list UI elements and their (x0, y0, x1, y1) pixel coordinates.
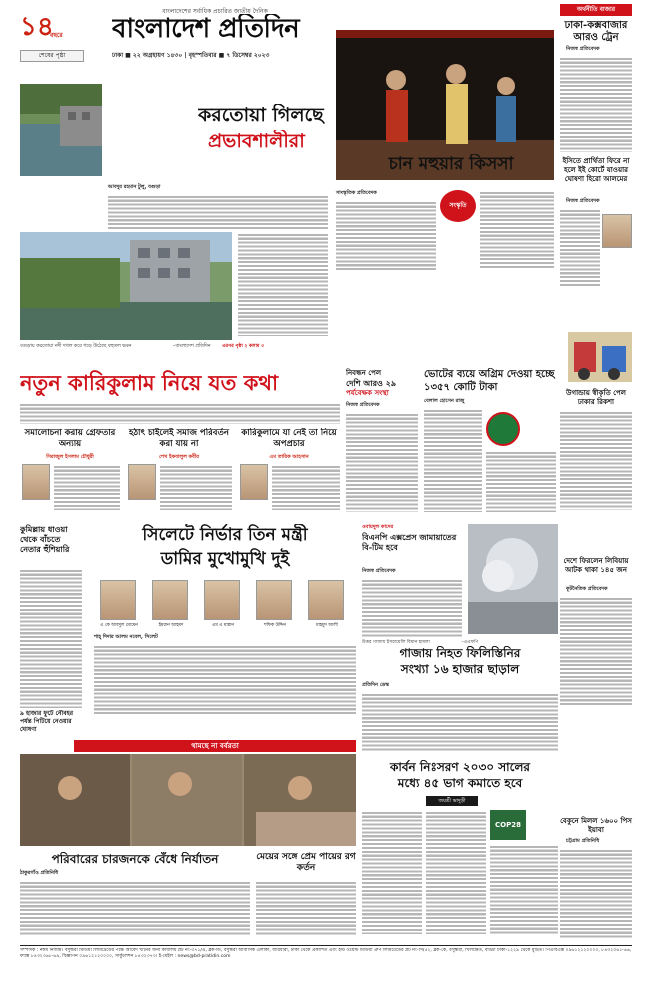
gaza-story (362, 638, 558, 758)
gaza-title-2: সংখ্যা ১৬ হাজার ছাড়াল (400, 662, 520, 676)
curriculum-col1-title: সমালোচনা করায় গ্রেফতার অন্যায় (24, 428, 116, 449)
portrait-3 (204, 580, 240, 620)
curriculum-col2-body (160, 464, 232, 510)
back-page-label: শেষের পৃষ্ঠা (38, 52, 66, 59)
lead-byline: আবদুর রহমান টুলু, বগুড়া (108, 184, 161, 190)
carbon-story (362, 760, 558, 940)
observer-byline: নিজস্ব প্রতিবেদক (346, 402, 380, 408)
violence-banner (74, 740, 356, 752)
uganda-title: উগান্ডায় স্বীকৃতি পেল ঢাকার রিকশা (566, 388, 626, 406)
gaza-title-1: গাজায় নিহত ফিলিস্তিনির (399, 646, 521, 660)
bnp-title: বিএনপি এক্সপ্রেস জামায়াতের বি-টিম হবে (362, 532, 457, 552)
libya-body (560, 596, 632, 706)
portrait-4 (256, 580, 292, 620)
girl-attack-title: মেয়ের সঙ্গে প্রেম পায়ের রগ কর্তন (256, 852, 356, 873)
girl-photo (256, 812, 356, 846)
curriculum-intro (20, 402, 340, 424)
ec-logo (486, 412, 520, 446)
observer-kicker: নিবন্ধন পেল (346, 368, 382, 377)
bnp-kicker: ওবায়দুল কাদের (362, 524, 394, 530)
river-photo (20, 232, 232, 340)
yaba-body (560, 848, 632, 938)
date-line: ঢাকা ■ ২২ অগ্রহায়ণ ১৪৩০ | বৃহস্পতিবার ■ ৭ ডিসেম্বর ২০২৩ (112, 52, 270, 59)
lead-story (20, 84, 328, 352)
sylhet-headline-2: ডামির মুখোমুখি দুই (160, 549, 290, 569)
portrait-2 (152, 580, 188, 620)
hero-alom-photo (602, 214, 632, 248)
portrait-name-2: ইমরান আহমদ (158, 623, 184, 628)
family-torture-byline: ঠাকুরগাঁও প্রতিনিধি (20, 870, 59, 876)
carbon-body-left (362, 810, 422, 934)
author3-photo (240, 464, 268, 500)
sylhet-portraits (94, 580, 356, 630)
theatre-badge (440, 190, 476, 222)
sylhet-story (20, 524, 356, 754)
carbon-title-2: মধ্যে ৪৫ ভাগ কমাতে হবে (397, 776, 523, 790)
yaba-title: বেকুনে মিলল ১৬০০ পিস ইয়াবা (560, 816, 632, 834)
theatre-story (336, 30, 554, 356)
uganda-body (560, 410, 632, 510)
vote-budget-body-right (486, 450, 556, 512)
curriculum-headline: নতুন কারিকুলাম নিয়ে যত কথা (20, 370, 279, 395)
footer-rule (20, 945, 632, 946)
bnp-story (362, 524, 558, 584)
bnp-body (362, 578, 462, 638)
rail-title: ঢাকা-কক্সবাজার আরও ট্রেন (564, 20, 628, 43)
lead-title-1: করতোয়া গিলছে (198, 104, 324, 126)
lead-caption (20, 342, 328, 351)
observer-story (346, 368, 418, 514)
gaza-byline: প্রতিদিন ডেস্ক (362, 682, 390, 688)
carbon-author: জয়শ্রী ভাদুড়ী (438, 798, 466, 804)
libya-title: দেশে ফিরলেন লিবিয়ায় আটক থাকা ১৪৫ জন (563, 556, 629, 574)
vote-budget-body-left (424, 408, 482, 512)
portrait-name-4: শফিক উদ্দিন (263, 623, 287, 628)
theatre-title: চান মহুয়ার কিসসা (388, 154, 514, 174)
idris-body (560, 208, 600, 288)
lead-body-right (238, 232, 328, 336)
portrait-name-5: মাহমুদ আলী (316, 623, 338, 628)
back-page-tab[interactable] (20, 50, 84, 62)
theatre-badge-label: সংস্কৃতি (449, 202, 467, 209)
rail-byline: নিজস্ব প্রতিবেদক (566, 46, 600, 52)
curriculum-col3-title: কারিকুলামে যা নেই তা নিয়ে অপপ্রচার (241, 428, 337, 449)
gaza-body (362, 692, 558, 752)
idris-byline: নিজস্ব প্রতিবেদক (566, 198, 600, 204)
gaza-smoke-image (468, 524, 558, 634)
observer-line3: পর্যবেক্ষক সংস্থা (346, 388, 389, 397)
rickshaw-image (568, 332, 632, 382)
carbon-title-1: কার্বন নিঃসরণ ২০৩০ সালের (389, 760, 530, 774)
lead-caption-text: বগুড়ায় করতোয়া নদী দখল করে গড়ে উঠেছে বহুতল ভবন (20, 344, 132, 349)
river-building-image (20, 232, 232, 340)
gaza-caption-text: উত্তর গাজায় ইসরায়েলি বিমান হামলা (362, 640, 430, 645)
sylhet-body (94, 644, 356, 716)
idris-title: ইসিতে প্রার্থিতা ফিরে না হলে ইই কোর্টে যাওয়ার ঘোষণা হিরো আলমের (562, 156, 630, 183)
cop-logo-label: COP28 (495, 821, 521, 829)
girl-attack-body (256, 880, 356, 936)
curriculum-col1-author: সিরাজুল ইসলাম চৌধুরী (46, 454, 94, 460)
sidebar (560, 4, 632, 944)
masthead-tagline: বাংলাদেশের সর্বাধিক প্রচারিত জাতীয় দৈনিক (162, 8, 268, 15)
curriculum-col2-title: হঠাৎ চাইলেই সমাজ পরিবর্তন করা যায় না (128, 428, 229, 449)
rail-body (560, 56, 632, 152)
family-torture-title: পরিবারের চারজনকে বেঁধে নির্যাতন (51, 852, 219, 866)
gaza-caption (362, 638, 558, 646)
family-torture-body (20, 880, 250, 936)
sidebar-tab[interactable] (560, 4, 632, 16)
portrait-name-1: এ কে আবদুল মোমেন (100, 623, 138, 628)
observer-body (346, 412, 418, 512)
lead-continued[interactable]: এরপর পৃষ্ঠা ২ কলাম ৩ (222, 344, 265, 349)
violence-banner-label: থামছে না বর্বরতা (191, 742, 239, 750)
footer-imprint: সম্পাদক : নঈম নিজাম। বসুন্ধরা মিডিয়া লিমিটেডের পক্ষে আবেদ খানের জন্য কার্যালয় প্লট নং-৩৭১/এ, ব্লক-ডি, বসুন্ধরা আবাসিক এলাকা, বারিধারা, ঢাকা থেকে প্রকাশিত এবং ইস্ট ওয়েস্ট মিডিয়া গ্রুপ লিমিটেডের প্লট নং-সি/৫২, ব্লক-কে, বসুন্ধরা, খিলক্ষেত, বাড্ডা ঢাকা-১২২৯ থেকে মুদ্রিত। পিএবিএক্স ০৯৬১২১২০০০০, ৮৪৩২৩৬১-৬৬, ফ্যাক্স ৮৪৩২৩৬৮-৬৯, বিজ্ঞাপন ০৯৬১২১২০০০০, সার্কুলেশন ৮৪৩২৩৭৩। ই-মেইল : news@bd-pratidin.com (20, 948, 632, 960)
cop-logo (490, 810, 526, 840)
gaza-caption-credit: –এএফপি (461, 640, 479, 645)
vote-budget-story (424, 368, 556, 514)
curriculum-block (20, 370, 340, 510)
curriculum-col2-author: শেখ ইকবালুল কবীর (159, 454, 199, 460)
portrait-name-3: এম এ মান্নান (211, 623, 235, 628)
curriculum-col1-body (54, 464, 120, 510)
lead-title-2: প্রভাবশালীরা (208, 130, 305, 152)
theatre-byline: সাংস্কৃতিক প্রতিবেদক (336, 190, 377, 196)
sylhet-side-title: কুমিল্লায় ধাওয়া থেকে বাঁচতে নেতার হুঁশিয়ারি (20, 524, 70, 554)
sylhet-side-subtitle: ৯ হাজার ফুটে নৌবহর পর্যন্ত পিটিয়ে নেওয়ার ঘোষণা (20, 710, 74, 733)
sylhet-headline-1: সিলেটে নির্ভার তিন মন্ত্রী (142, 525, 308, 545)
carbon-author-badge (426, 796, 478, 806)
gaza-photo (468, 524, 558, 634)
anniversary-sub: বছরে (50, 32, 63, 39)
portrait-1 (100, 580, 136, 620)
river-top-photo (20, 84, 102, 176)
bnp-byline: নিজস্ব প্রতিবেদক (362, 568, 396, 574)
carbon-body-mid (426, 810, 486, 934)
lead-body-top (108, 194, 328, 230)
author2-photo (128, 464, 156, 500)
observer-line2: দেশি আরও ২৯ (346, 378, 397, 388)
libya-byline: কূটনৈতিক প্রতিবেদক (566, 586, 608, 592)
theatre-body-right (480, 190, 554, 270)
sidebar-tab-label: অর্থনীতি বাজার (576, 6, 616, 13)
lead-caption-credit: –বাংলাদেশ প্রতিদিন (172, 344, 211, 349)
author1-photo (22, 464, 50, 500)
vote-budget-byline: বেলাল হোসেন রাজু (424, 398, 465, 404)
anniversary-number: ১৪ (20, 12, 54, 42)
rickshaw-photo (568, 332, 632, 382)
carbon-body-right (490, 844, 558, 934)
anniversary-logo (20, 14, 72, 54)
portrait-5 (308, 580, 344, 620)
sylhet-side-body (20, 568, 82, 708)
curriculum-col3-body (272, 464, 340, 510)
sylhet-byline: শাহ্ দিদার আলম নবেল, সিলেট (94, 634, 158, 640)
curriculum-col3-author: এম তারিক আহসান (269, 454, 309, 460)
girl-image (256, 812, 356, 846)
theatre-body-left (336, 200, 436, 270)
vote-budget-title: ভোটের ব্যয়ে অগ্রিম দেওয়া হচ্ছে ১৩৫৭ কোটি টাকা (424, 369, 555, 393)
masthead-title: বাংলাদেশ প্রতিদিন (112, 14, 300, 44)
yaba-byline: চট্টগ্রাম প্রতিনিধি (566, 838, 600, 844)
river-top-image (20, 84, 102, 176)
